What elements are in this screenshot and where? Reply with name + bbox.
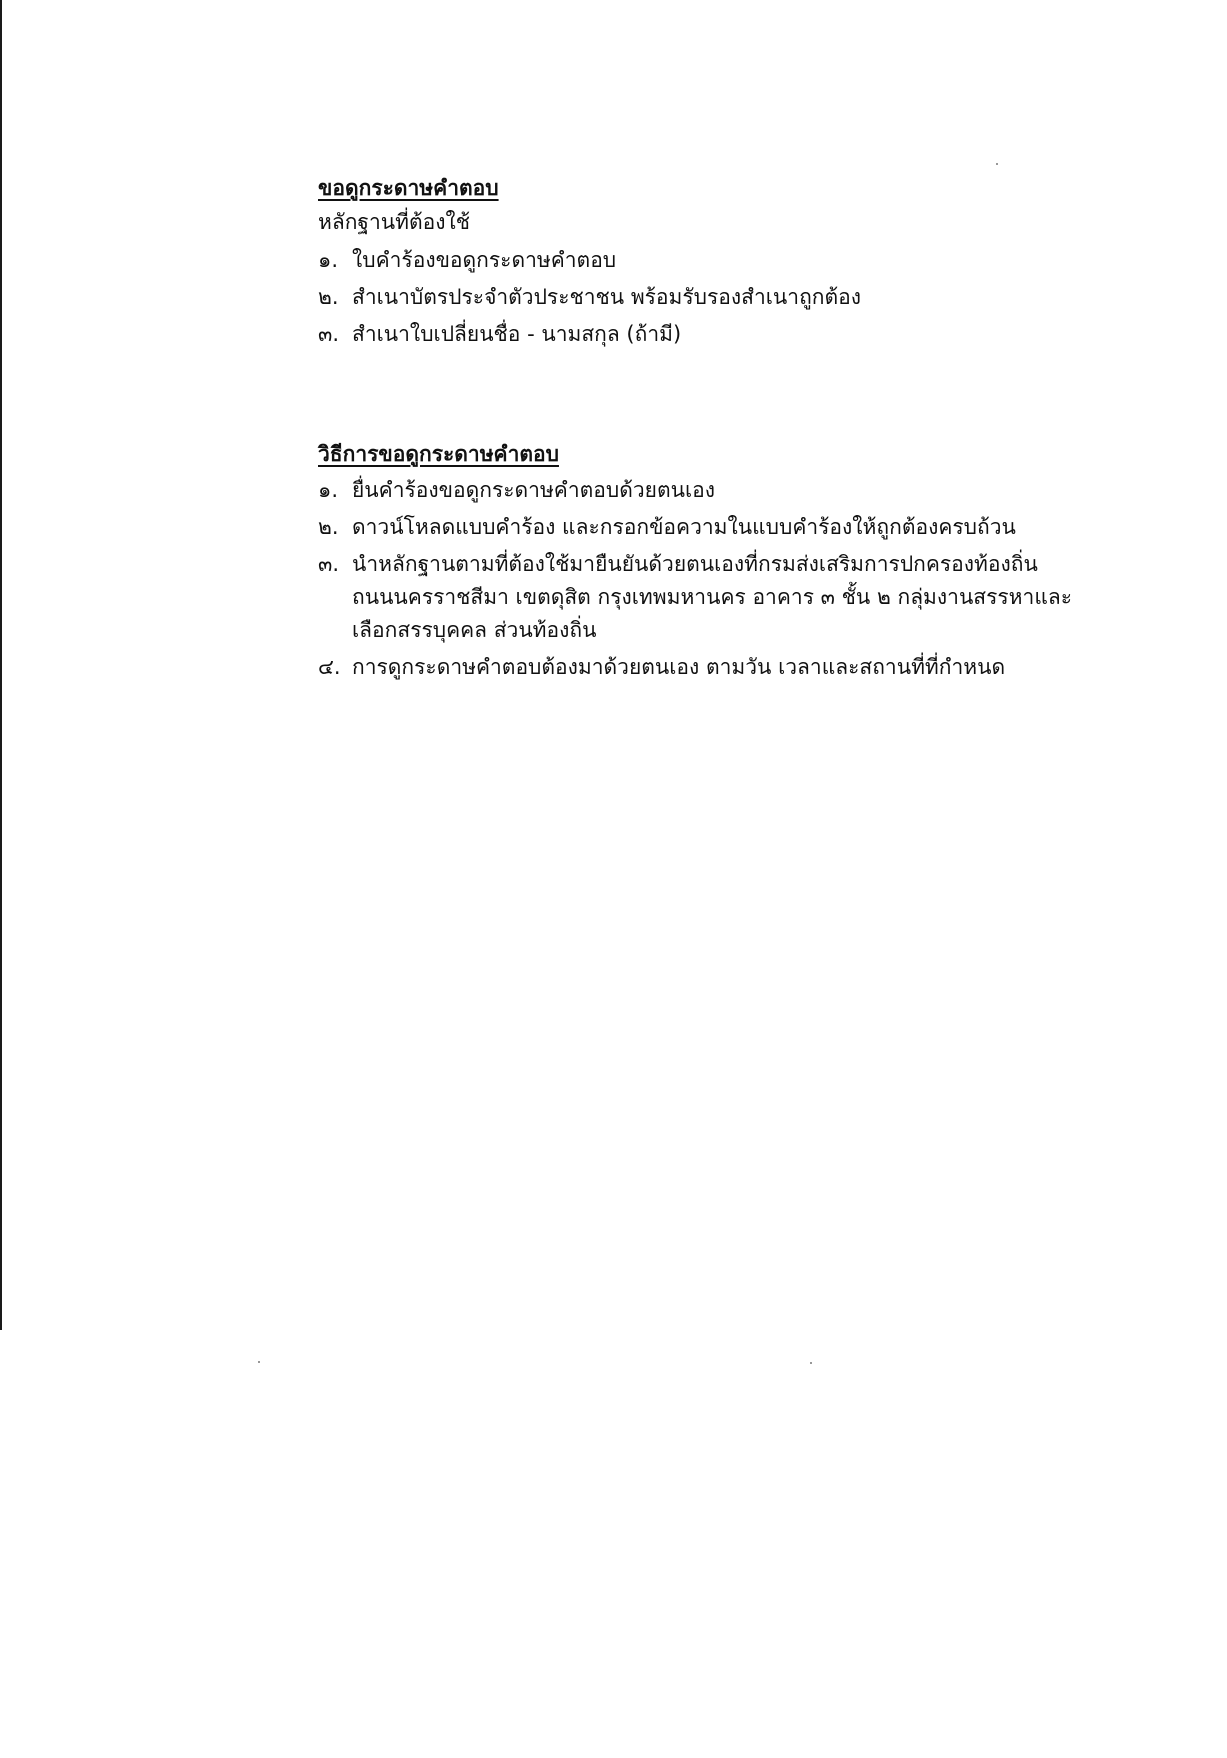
list-item xyxy=(318,318,1138,351)
item-number: ๒. xyxy=(318,285,339,309)
section-2-heading: วิธีการขอดูกระดาษคำตอบ xyxy=(318,442,559,466)
item-text: ดาวน์โหลดแบบคำร้อง และกรอกข้อความในแบบคำร้องให้ถูกต้องครบถ้วน xyxy=(352,515,1016,539)
section-request-view-answer-sheet xyxy=(318,172,1138,351)
scan-edge-shadow xyxy=(0,0,2,1330)
item-number: ๓. xyxy=(318,322,340,346)
list-item xyxy=(318,244,1138,277)
section-1-heading: ขอดูกระดาษคำตอบ xyxy=(318,176,499,200)
required-documents-list xyxy=(318,244,1138,351)
list-item xyxy=(318,511,1138,544)
item-text xyxy=(352,548,1138,647)
list-item xyxy=(318,281,1138,314)
item-number: ๓. xyxy=(318,552,340,576)
procedure-steps-list xyxy=(318,474,1138,684)
item-text-line: นำหลักฐานตามที่ต้องใช้มายืนยันด้วยตนเองที่กรมส่งเสริมการปกครองท้องถิ่น xyxy=(352,552,1038,576)
list-item xyxy=(318,548,1138,647)
list-item xyxy=(318,651,1138,684)
item-text-line: เลือกสรรบุคคล ส่วนท้องถิ่น xyxy=(352,618,597,642)
item-text: การดูกระดาษคำตอบต้องมาด้วยตนเอง ตามวัน เวลาและสถานที่ที่กำหนด xyxy=(352,655,1006,679)
item-text: สำเนาบัตรประจำตัวประชาชน พร้อมรับรองสำเนาถูกต้อง xyxy=(352,285,862,309)
list-item xyxy=(318,474,1138,507)
item-text: ยื่นคำร้องขอดูกระดาษคำตอบด้วยตนเอง xyxy=(352,478,715,502)
item-number: ๔. xyxy=(318,655,341,679)
item-text: สำเนาใบเปลี่ยนชื่อ - นามสกุล (ถ้ามี) xyxy=(352,322,682,346)
item-number: ๑. xyxy=(318,248,339,272)
item-text-line: ถนนนครราชสีมา เขตดุสิต กรุงเทพมหานคร อาคาร ๓ ชั้น ๒ กลุ่มงานสรรหาและ xyxy=(352,585,1072,609)
scan-speck xyxy=(996,163,998,165)
section-1-subheading: หลักฐานที่ต้องใช้ xyxy=(318,210,471,234)
section-procedure xyxy=(318,438,1138,684)
scan-speck xyxy=(810,1362,812,1364)
scan-speck xyxy=(258,1361,260,1363)
item-number: ๑. xyxy=(318,478,339,502)
item-number: ๒. xyxy=(318,515,339,539)
item-text: ใบคำร้องขอดูกระดาษคำตอบ xyxy=(352,248,617,272)
